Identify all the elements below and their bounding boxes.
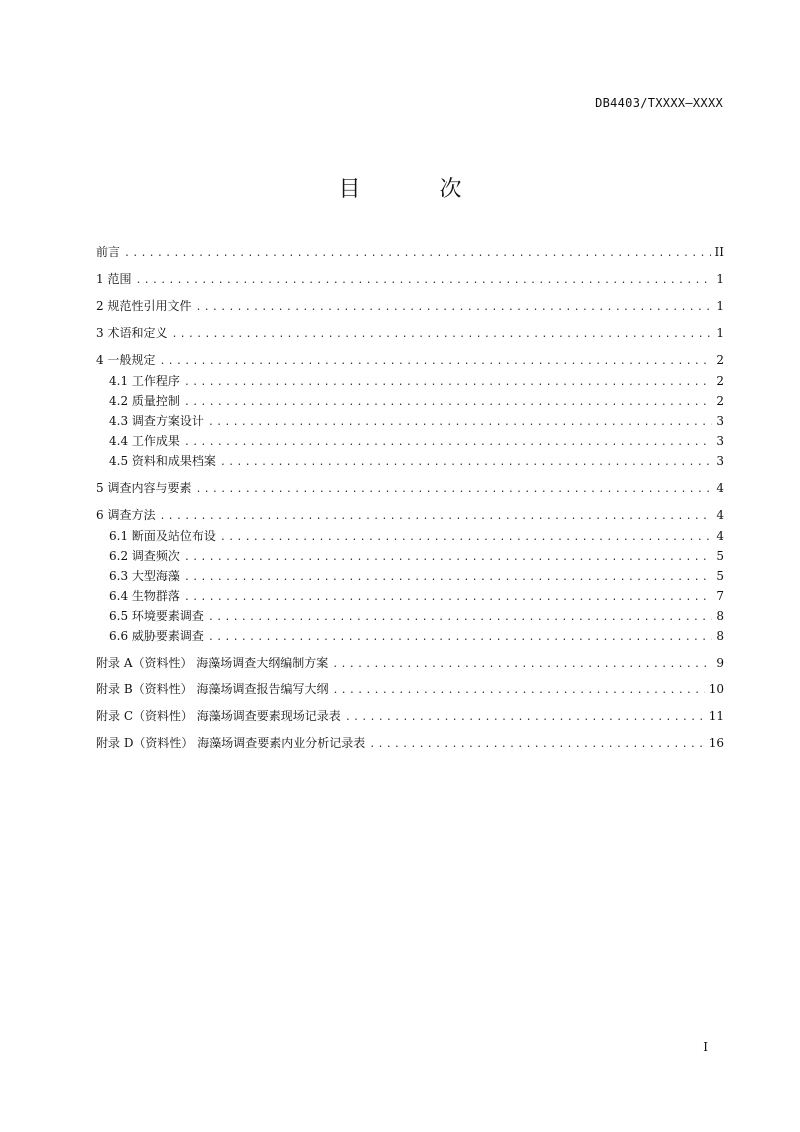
toc-entry-normative-references[interactable] [96,297,724,315]
dot-leader [208,629,712,647]
table-of-contents [96,0,724,1132]
dot-leader [220,454,712,472]
toc-entry-6-4[interactable] [96,587,724,605]
toc-entry-page: 7 [716,589,724,603]
toc-entry-appendix-a[interactable] [96,654,724,672]
dot-leader [159,508,712,526]
dot-leader [195,481,712,499]
toc-entry-4-3[interactable] [96,412,724,430]
toc-entry-6-6[interactable] [96,627,724,645]
toc-entry-6-5[interactable] [96,607,724,625]
dot-leader [184,589,712,607]
toc-entry-page: 2 [716,394,724,408]
dot-leader [171,326,712,344]
toc-entry-page: II [714,245,724,259]
toc-entry-page: 1 [716,326,724,340]
dot-leader [208,414,712,432]
toc-entry-page: 8 [716,609,724,623]
toc-entry-label: 6 调查方法 [96,508,156,522]
toc-entry-page: 11 [708,709,724,723]
toc-entry-scope[interactable] [96,270,724,288]
page-number: I [703,1040,708,1054]
toc-entry-appendix-b[interactable] [96,680,724,698]
toc-entry-label: 附录 B（资料性） 海藻场调查报告编写大纲 [96,682,329,696]
toc-entry-survey-content[interactable] [96,479,724,497]
toc-entry-label: 附录 C（资料性） 海藻场调查要素现场记录表 [96,709,341,723]
toc-entry-label: 6.3 大型海藻 [109,569,180,583]
toc-entry-label: 2 规范性引用文件 [96,299,192,313]
toc-entry-foreword[interactable] [96,243,724,261]
toc-entry-label: 4 一般规定 [96,353,156,367]
dot-leader [184,549,712,567]
toc-entry-label: 5 调查内容与要素 [96,481,192,495]
dot-leader [135,272,712,290]
toc-entry-page: 1 [716,272,724,286]
document-code: DB4403/TXXXX—XXXX [595,96,723,110]
toc-entry-page: 16 [708,736,724,750]
toc-entry-page: 4 [716,508,724,522]
dot-leader [332,656,712,674]
dot-leader [369,736,704,754]
toc-entry-label: 附录 D（资料性） 海藻场调查要素内业分析记录表 [96,736,366,750]
toc-entry-label: 6.1 断面及站位布设 [109,529,216,543]
dot-leader [195,299,712,317]
dot-leader [220,529,712,547]
dot-leader [184,569,712,587]
dot-leader [184,394,712,412]
toc-entry-page: 2 [716,353,724,367]
toc-entry-label: 前言 [96,245,121,259]
toc-entry-page: 9 [716,656,724,670]
toc-entry-label: 4.1 工作程序 [109,374,180,388]
toc-entry-label: 6.6 威胁要素调查 [109,629,204,643]
dot-leader [184,374,712,392]
toc-entry-page: 2 [716,374,724,388]
toc-entry-label: 附录 A（资料性） 海藻场调查大纲编制方案 [96,656,329,670]
toc-entry-appendix-d[interactable] [96,734,724,752]
toc-entry-label: 6.4 生物群落 [109,589,180,603]
page-title: 目 次 [338,177,498,202]
toc-entry-page: 8 [716,629,724,643]
toc-entry-label: 3 术语和定义 [96,326,168,340]
toc-entry-label: 4.4 工作成果 [109,434,180,448]
toc-entry-page: 4 [716,529,724,543]
toc-entry-page: 4 [716,481,724,495]
toc-entry-page: 3 [716,454,724,468]
toc-entry-page: 5 [716,569,724,583]
toc-entry-terms[interactable] [96,324,724,342]
toc-entry-survey-methods[interactable] [96,506,724,524]
dot-leader [332,682,704,700]
toc-entry-label: 4.5 资料和成果档案 [109,454,216,468]
dot-leader [159,353,712,371]
toc-entry-4-5[interactable] [96,452,724,470]
dot-leader [124,245,711,263]
toc-entry-label: 6.5 环境要素调查 [109,609,204,623]
toc-entry-label: 4.2 质量控制 [109,394,180,408]
toc-entry-page: 3 [716,434,724,448]
toc-entry-page: 3 [716,414,724,428]
toc-entry-6-3[interactable] [96,567,724,585]
toc-entry-appendix-c[interactable] [96,707,724,725]
toc-entry-4-1[interactable] [96,372,724,390]
toc-entry-label: 4.3 调查方案设计 [109,414,204,428]
toc-entry-page: 1 [716,299,724,313]
dot-leader [345,709,705,727]
toc-entry-4-2[interactable] [96,392,724,410]
toc-entry-4-4[interactable] [96,432,724,450]
toc-entry-label: 1 范围 [96,272,132,286]
dot-leader [208,609,712,627]
toc-entry-page: 5 [716,549,724,563]
toc-entry-label: 6.2 调查频次 [109,549,180,563]
toc-entry-6-1[interactable] [96,527,724,545]
toc-entry-general-provisions[interactable] [96,351,724,369]
dot-leader [184,434,712,452]
toc-entry-page: 10 [708,682,724,696]
toc-entry-6-2[interactable] [96,547,724,565]
